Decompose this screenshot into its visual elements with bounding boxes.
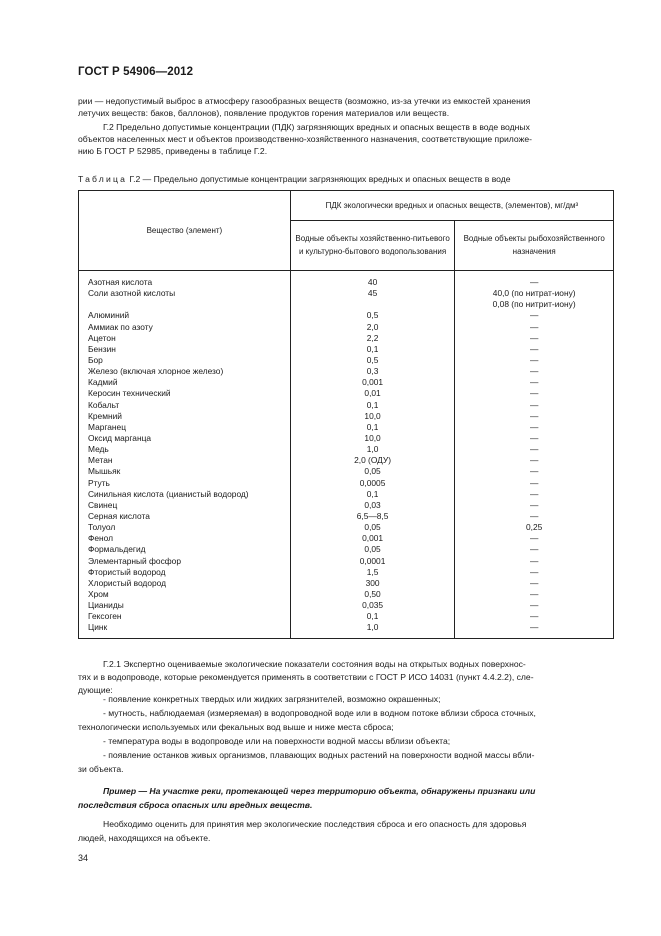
drinking-water-value: 0,1	[366, 421, 379, 432]
fishery-water-value: —	[529, 332, 539, 343]
conclusion-line: Необходимо оценить для принятия мер экологические последствия сброса и его опасность для здоровья	[103, 819, 527, 829]
fishery-water-value: —	[529, 488, 539, 499]
drinking-water-value: 40	[367, 277, 378, 287]
fishery-water-value: —	[529, 444, 539, 455]
header-fishery-water: Водные объекты рыбохозяйственного назначения	[455, 221, 614, 271]
intro-line: рии — недопустимый выброс в атмосферу газообразных веществ (возможно, из-за утечки из емкостей хранения	[78, 96, 531, 106]
g21-line: тях и в водопроводе, которые рекомендуется применять в соответствии с ГОСТ Р ИСО 14031 (пункт 4.4.2.2), сле-	[78, 672, 534, 683]
drinking-water-value: 1,0	[366, 444, 379, 455]
drinking-water-value: 0,0005	[359, 477, 386, 488]
substance-name: Формальдегид	[88, 544, 146, 555]
fishery-water-value: —	[529, 555, 539, 566]
list-item-continuation: технологически используемых или фекальных вод выше и ниже места сброса;	[78, 722, 394, 732]
substance-name: Ацетон	[88, 332, 116, 343]
substance-name: Фенол	[88, 533, 114, 544]
fishery-water-value: —	[529, 277, 539, 287]
fishery-water-value: 40,0 (по нитрат-иону)	[492, 288, 576, 299]
substance-name: Цинк	[88, 622, 108, 633]
fishery-water-value: —	[529, 566, 539, 577]
substance-name: Оксид марганца	[88, 432, 152, 443]
list-item: - мутность, наблюдаемая (измеряемая) в водопроводной воде или в водном потоке вблизи сброса сточных,	[103, 708, 536, 718]
drinking-water-value: 0,1	[366, 399, 379, 410]
drinking-water-value: 0,1	[366, 488, 379, 499]
fishery-water-value: —	[529, 510, 539, 521]
substance-name: Алюминий	[88, 310, 130, 321]
fishery-water-value: —	[529, 577, 539, 588]
g2-line: Г.2 Предельно допустимые концентрации (ПДК) загрязняющих вредных и опасных веществ в воде водных	[103, 122, 530, 132]
drinking-water-value: 45	[367, 288, 378, 299]
drinking-water-value: 0,03	[364, 499, 381, 510]
fishery-water-value: —	[529, 455, 539, 466]
fishery-water-value: —	[529, 477, 539, 488]
g2-line: нию Б ГОСТ Р 52985, приведены в таблице Г.2.	[78, 146, 268, 157]
drinking-water-value: 2,0	[366, 321, 379, 332]
header-pdk: ПДК экологически вредных и опасных веществ, (элементов), мг/дм³	[290, 191, 613, 221]
table-caption-prefix: Таблица	[78, 174, 128, 184]
list-item: - появление останков живых организмов, плавающих водных растений на поверхности водной массы вбли-	[103, 750, 535, 760]
g2-line: объектов населенных мест и объектов производственно-хозяйственного назначения, соответствующие приложе-	[78, 134, 532, 145]
substance-name: Хлористый водород	[88, 577, 166, 588]
list-item: - появление конкретных твердых или жидких загрязнителей, возможно окрашенных;	[103, 694, 441, 704]
fishery-water-value: —	[529, 622, 539, 633]
conclusion-line: людей, находящихся на объекте.	[78, 832, 211, 843]
fishery-water-value: —	[529, 499, 539, 510]
substance-name: Синильная кислота (цианистый водород)	[88, 488, 249, 499]
substance-name: Азотная кислота	[88, 277, 153, 287]
fishery-water-value: —	[529, 399, 539, 410]
substance-name: Бор	[88, 354, 103, 365]
drinking-water-value: 10,0	[364, 410, 381, 421]
substance-name: Кобальт	[88, 399, 120, 410]
fishery-water-value: —	[529, 321, 539, 332]
substance-name: Свинец	[88, 499, 118, 510]
conclusion-paragraph	[78, 818, 614, 845]
substance-name: Элементарный фосфор	[88, 555, 181, 566]
substance-name: Кремний	[88, 410, 122, 421]
list-item: - температура воды в водопроводе или на поверхности водной массы вблизи объекта;	[103, 736, 451, 746]
drinking-water-value: 300	[365, 577, 380, 588]
drinking-water-value: 0,05	[364, 544, 381, 555]
drinking-water-value: 2,0 (ОДУ)	[354, 455, 392, 466]
drinking-water-value: 0,5	[366, 354, 379, 365]
example-line: Пример — На участке реки, протекающей через территорию объекта, обнаружены признаки или	[103, 786, 536, 796]
drinking-water-value: 1,0	[366, 622, 379, 633]
document-header: ГОСТ Р 54906—2012	[78, 66, 194, 78]
drinking-water-value: 0,035	[362, 600, 384, 611]
drinking-value-column	[290, 271, 455, 639]
fishery-water-value: —	[529, 421, 539, 432]
drinking-water-value: 0,0001	[359, 555, 386, 566]
substance-name: Хром	[88, 588, 109, 599]
fishery-water-value: 0,25	[526, 522, 543, 533]
fishery-water-value: —	[529, 600, 539, 611]
table-caption	[78, 174, 511, 184]
table-caption-text: Г.2 — Предельно допустимые концентрации загрязняющих вредных и опасных веществ в воде	[129, 174, 511, 184]
fishery-value-column	[455, 271, 614, 639]
header-substance: Вещество (элемент)	[79, 191, 291, 271]
fishery-water-value: 0,08 (по нитрит-иону)	[492, 299, 576, 310]
substance-name: Марганец	[88, 421, 126, 432]
substance-name: Толуол	[88, 522, 116, 533]
substance-name: Серная кислота	[88, 510, 150, 521]
drinking-water-value: 0,5	[366, 310, 379, 321]
substance-name: Цианиды	[88, 600, 124, 611]
drinking-water-value: 0,50	[364, 588, 381, 599]
fishery-water-value: —	[529, 466, 539, 477]
drinking-water-value: 0,1	[366, 611, 379, 622]
drinking-water-value: 6,5—8,5	[356, 510, 389, 521]
intro-line: летучих веществ: баков, баллонов), появление продуктов горения материалов или веществ.	[78, 108, 450, 119]
substance-name: Медь	[88, 444, 109, 455]
fishery-water-value: —	[529, 354, 539, 365]
drinking-water-value: 0,001	[362, 377, 384, 388]
fishery-water-value: —	[529, 410, 539, 421]
fishery-water-value: —	[529, 533, 539, 544]
drinking-water-value: 0,001	[362, 533, 384, 544]
indicator-list	[78, 692, 614, 776]
drinking-water-value: 1,5	[366, 566, 379, 577]
drinking-water-value: 0,01	[364, 388, 381, 399]
substance-column	[79, 271, 291, 639]
fishery-water-value: —	[529, 588, 539, 599]
drinking-water-value: 10,0	[364, 432, 381, 443]
drinking-water-value: 0,3	[366, 366, 379, 377]
drinking-water-value: 2,2	[366, 332, 379, 343]
substance-name: Мышьяк	[88, 466, 121, 477]
intro-paragraph	[78, 95, 614, 119]
drinking-water-value: 0,05	[364, 466, 381, 477]
substance-name: Кадмий	[88, 377, 118, 388]
drinking-water-value: 0,05	[364, 522, 381, 533]
fishery-water-value: —	[529, 432, 539, 443]
fishery-water-value: —	[529, 544, 539, 555]
g21-line: Г.2.1 Экспертно оцениваемые экологические показатели состояния воды на открытых водных поверхнос-	[103, 659, 526, 669]
fishery-water-value: —	[529, 366, 539, 377]
fishery-water-value: —	[529, 377, 539, 388]
fishery-water-value: —	[529, 388, 539, 399]
fishery-water-value: —	[529, 343, 539, 354]
g21-line: дующие:	[78, 685, 113, 696]
substance-name: Гексоген	[88, 611, 122, 622]
substance-name: Метан	[88, 455, 113, 466]
section-g2-paragraph	[78, 121, 614, 158]
drinking-water-value: 0,1	[366, 343, 379, 354]
substance-name	[79, 299, 290, 310]
substance-name: Бензин	[88, 343, 116, 354]
substance-name: Ртуть	[88, 477, 110, 488]
header-drinking-water: Водные объекты хозяйственно-питьевого и культурно-бытового водопользования	[290, 221, 455, 271]
substance-name: Железо (включая хлорное железо)	[88, 366, 224, 377]
drinking-water-value	[291, 299, 455, 310]
substance-name: Фтористый водород	[88, 566, 166, 577]
page-number: 34	[78, 853, 89, 863]
substance-name: Соли азотной кислоты	[88, 288, 176, 299]
substance-name: Аммиак по азоту	[88, 321, 153, 332]
list-item-continuation: зи объекта.	[78, 764, 124, 774]
example-note	[78, 784, 614, 812]
fishery-water-value: —	[529, 611, 539, 622]
substance-name: Керосин технический	[88, 388, 171, 399]
example-line: последствия сброса опасных или вредных веществ.	[78, 800, 313, 810]
pdk-table	[78, 190, 614, 639]
fishery-water-value: —	[529, 310, 539, 321]
